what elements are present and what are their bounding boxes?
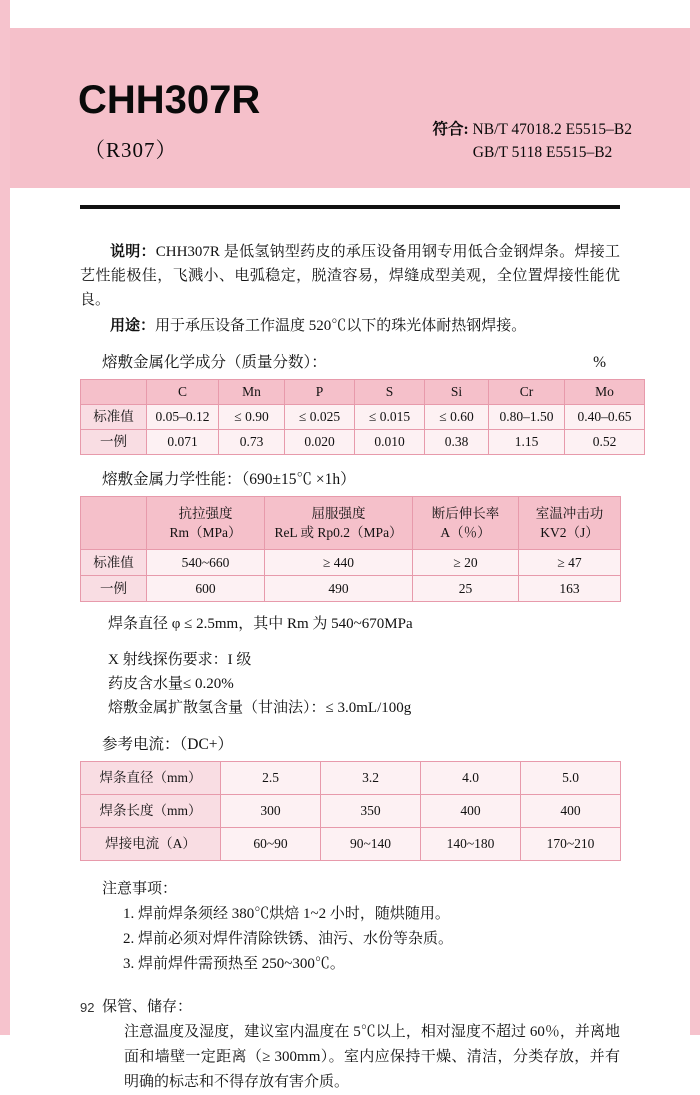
chem-row-0-s: ≤ 0.015 — [355, 405, 425, 430]
notice-heading: 注意事项： — [102, 881, 178, 897]
chem-row-0-mn: ≤ 0.90 — [219, 405, 285, 430]
current-row-1-v1: 350 — [321, 795, 421, 828]
mech-col-3-line1: 断后伸长率 — [431, 506, 500, 521]
extra-requirements — [80, 648, 620, 720]
list-item: 2. 焊前必须对焊件清除铁锈、油污、水份等杂质。 — [138, 927, 620, 952]
chem-row-1-c: 0.071 — [147, 430, 219, 455]
current-row-0-v3: 5.0 — [521, 762, 621, 795]
mech-col-1-line2: Rm（MPa） — [169, 525, 242, 540]
chem-row-1-mo: 0.52 — [565, 430, 645, 455]
header-divider — [80, 205, 620, 209]
extra-line-3: 熔敷金属扩散氢含量（甘油法）：≤ 3.0mL/100g — [108, 700, 412, 716]
chem-row-0-c: 0.05–0.12 — [147, 405, 219, 430]
current-row-1-v0: 300 — [221, 795, 321, 828]
mech-col-2-line1: 屈服强度 — [311, 506, 366, 521]
mechanical-properties-table — [80, 496, 621, 602]
use-paragraph — [80, 314, 620, 338]
current-row-0-v1: 3.2 — [321, 762, 421, 795]
table-row — [81, 762, 621, 795]
chem-row-1-cr: 1.15 — [489, 430, 565, 455]
current-row-2-v2: 140~180 — [421, 828, 521, 861]
chem-col-0 — [81, 380, 147, 405]
mech-row-0-a: ≥ 20 — [413, 550, 519, 576]
chemical-composition-table — [80, 379, 645, 455]
chem-col-5: Si — [425, 380, 489, 405]
standards-line-1 — [432, 118, 632, 141]
mech-row-1-a: 25 — [413, 576, 519, 602]
standard-1: NB/T 47018.2 E5515–B2 — [472, 121, 632, 138]
chem-row-1-label: 一例 — [81, 430, 147, 455]
use-label: 用途： — [110, 318, 156, 334]
mech-footnote: 焊条直径 φ ≤ 2.5mm，其中 Rm 为 540~670MPa — [108, 616, 413, 632]
table-row — [81, 430, 645, 455]
mech-col-4 — [519, 497, 621, 550]
notice-section — [80, 877, 620, 977]
storage-heading: 保管、储存： — [102, 999, 193, 1015]
mech-col-4-line2: KV2（J） — [540, 525, 599, 540]
chem-col-3: P — [285, 380, 355, 405]
page-subtitle: （R307） — [84, 138, 178, 162]
chem-section-title — [80, 352, 620, 374]
chem-row-0-mo: 0.40–0.65 — [565, 405, 645, 430]
use-text: 用于承压设备工作温度 520℃以下的珠光体耐热钢焊接。 — [155, 318, 527, 334]
table-row — [81, 828, 621, 861]
mech-col-3 — [413, 497, 519, 550]
chem-row-0-cr: 0.80–1.50 — [489, 405, 565, 430]
mech-row-1-kv2: 163 — [519, 576, 621, 602]
current-row-2-v1: 90~140 — [321, 828, 421, 861]
current-row-1-label: 焊条长度（mm） — [81, 795, 221, 828]
mech-col-2-line2: ReL 或 Rp0.2（MPa） — [274, 525, 403, 540]
list-item: 3. 焊前焊件需预热至 250~300℃。 — [138, 952, 620, 977]
list-item: 1. 焊前焊条须经 380℃烘焙 1~2 小时，随烘随用。 — [138, 902, 620, 927]
reference-current-table — [80, 761, 621, 861]
description-label: 说明： — [110, 244, 156, 260]
table-row — [81, 550, 621, 576]
chem-row-1-p: 0.020 — [285, 430, 355, 455]
page-title: CHH307R — [78, 78, 261, 122]
chem-row-0-p: ≤ 0.025 — [285, 405, 355, 430]
mech-row-0-rm: 540~660 — [147, 550, 265, 576]
chem-row-0-si: ≤ 0.60 — [425, 405, 489, 430]
chem-title-text: 熔敷金属化学成分（质量分数）： — [102, 354, 327, 371]
left-margin-bar — [0, 0, 10, 1035]
mech-row-0-rel: ≥ 440 — [265, 550, 413, 576]
document-content — [80, 240, 632, 1095]
mech-row-1-rm: 600 — [147, 576, 265, 602]
description-text: CHH307R 是低氢钠型药皮的承压设备用钢专用低合金钢焊条。焊接工艺性能极佳，飞溅小、电弧稳定，脱渣容易，焊缝成型美观，全位置焊接性能优良。 — [80, 244, 620, 308]
mech-section-title: 熔敷金属力学性能：（690±15℃ ×1h） — [102, 471, 356, 488]
current-row-2-v3: 170~210 — [521, 828, 621, 861]
table-header-row — [81, 380, 645, 405]
mech-col-4-line1: 室温冲击功 — [535, 506, 604, 521]
mech-col-1-line1: 抗拉强度 — [178, 506, 233, 521]
current-row-0-v0: 2.5 — [221, 762, 321, 795]
storage-section — [80, 995, 620, 1095]
chem-col-2: Mn — [219, 380, 285, 405]
table-row — [81, 576, 621, 602]
mech-row-1-rel: 490 — [265, 576, 413, 602]
table-row — [81, 795, 621, 828]
current-row-1-v3: 400 — [521, 795, 621, 828]
current-row-0-label: 焊条直径（mm） — [81, 762, 221, 795]
standard-2: GB/T 5118 E5515–B2 — [472, 144, 613, 161]
chem-unit: % — [593, 354, 606, 371]
description-paragraph — [80, 240, 620, 312]
current-section-title: 参考电流：（DC+） — [102, 736, 234, 753]
right-margin-bar — [690, 0, 700, 1035]
standards-block — [432, 118, 632, 164]
current-row-1-v2: 400 — [421, 795, 521, 828]
mech-row-1-label: 一例 — [81, 576, 147, 602]
chem-col-6: Cr — [489, 380, 565, 405]
mech-col-1 — [147, 497, 265, 550]
extra-line-1: X 射线探伤要求：I 级 — [108, 652, 252, 668]
table-row — [81, 405, 645, 430]
standards-label: 符合: — [432, 121, 469, 138]
mech-col-2 — [265, 497, 413, 550]
chem-row-0-label: 标准值 — [81, 405, 147, 430]
chem-row-1-s: 0.010 — [355, 430, 425, 455]
mech-col-0 — [81, 497, 147, 550]
chem-row-1-mn: 0.73 — [219, 430, 285, 455]
mech-col-3-line2: A（％） — [440, 525, 491, 540]
notice-list — [102, 902, 620, 977]
current-row-2-label: 焊接电流（A） — [81, 828, 221, 861]
mech-row-0-label: 标准值 — [81, 550, 147, 576]
table-header-row — [81, 497, 621, 550]
chem-col-4: S — [355, 380, 425, 405]
storage-text: 注意温度及湿度，建议室内温度在 5℃以上，相对湿度不超过 60％，并离地面和墙壁一定距离（≥ 300mm）。室内应保持干燥、清洁，分类存放，并有明确的标志和不得存放有害介质。 — [124, 1024, 620, 1090]
standards-line-2 — [432, 141, 632, 164]
page-number: 92 — [80, 1000, 95, 1015]
extra-line-2: 药皮含水量≤ 0.20% — [108, 676, 234, 692]
current-row-2-v0: 60~90 — [221, 828, 321, 861]
chem-col-1: C — [147, 380, 219, 405]
chem-col-7: Mo — [565, 380, 645, 405]
mech-row-0-kv2: ≥ 47 — [519, 550, 621, 576]
current-row-0-v2: 4.0 — [421, 762, 521, 795]
chem-row-1-si: 0.38 — [425, 430, 489, 455]
